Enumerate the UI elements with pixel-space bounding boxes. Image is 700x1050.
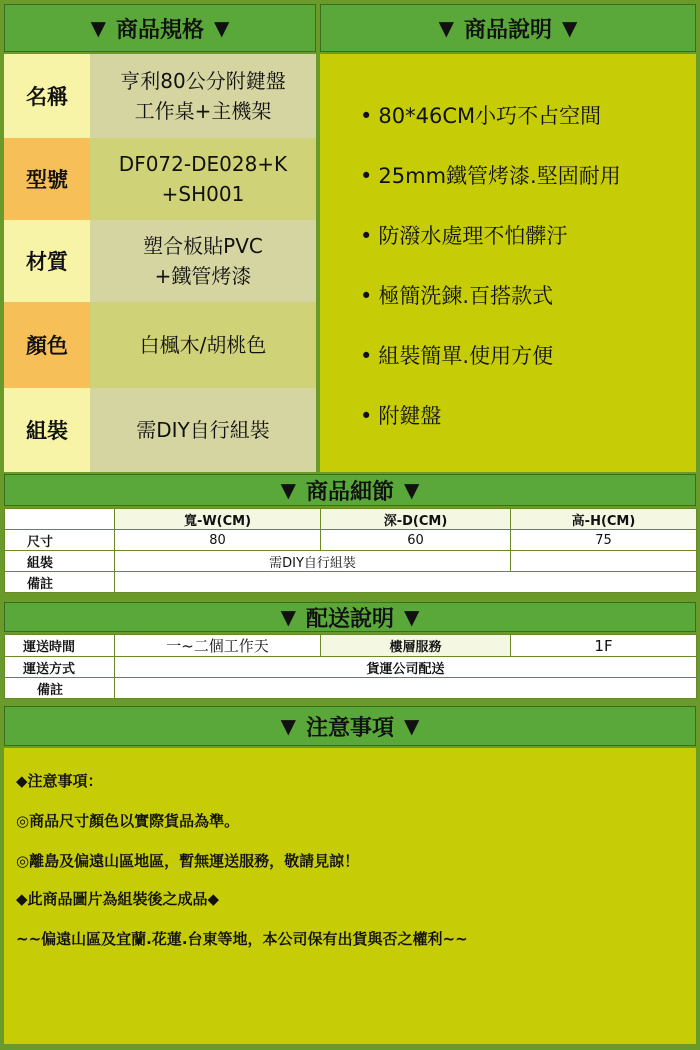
description-item: [360, 100, 601, 130]
specs-header-title: 商品規格: [115, 17, 204, 43]
delivery-time-value: 一~二個工作天: [115, 635, 321, 657]
bullet-icon: •: [360, 164, 373, 188]
bullet-icon: •: [360, 284, 373, 308]
notice-line: ◆此商品圖片為組裝後之成品◆: [16, 890, 220, 908]
notice-line: ~~偏遠山區及宜蘭.花蓮.台東等地，本公司保有出貨與否之權利~~: [16, 930, 468, 948]
delivery-floor-label: 樓層服務: [321, 635, 511, 657]
bullet-icon: •: [360, 104, 373, 128]
spec-value: [90, 54, 316, 138]
details-remark-value: [115, 572, 697, 593]
spec-row-material: [4, 220, 316, 302]
triangle-down-icon: ▼: [280, 714, 296, 738]
spec-value: [90, 302, 316, 388]
triangle-down-icon: ▼: [280, 605, 296, 629]
details-empty-cell: [511, 551, 697, 572]
details-depth-value: 60: [321, 530, 511, 551]
spec-label: 顏色: [4, 302, 90, 388]
triangle-down-icon: ▼: [90, 16, 106, 40]
triangle-down-icon: ▼: [404, 605, 420, 629]
specs-header: [4, 4, 316, 52]
spec-value-line: +鐵管烤漆: [154, 264, 252, 288]
triangle-down-icon: ▼: [404, 714, 420, 738]
notice-panel: [4, 748, 696, 1044]
description-item: [360, 400, 441, 430]
description-item: [360, 160, 621, 190]
bullet-icon: •: [360, 404, 373, 428]
delivery-remark-label: 備註: [5, 678, 115, 699]
triangle-down-icon: ▼: [438, 16, 454, 40]
description-text: 附鍵盤: [378, 404, 442, 428]
details-assembly-value: 需DIY自行組裝: [115, 551, 511, 572]
spec-value-line: 白楓木/胡桃色: [139, 333, 267, 357]
details-header-title: 商品細節: [305, 479, 394, 505]
description-text: 極簡洗鍊.百搭款式: [378, 284, 554, 308]
description-item: [360, 220, 567, 250]
triangle-down-icon: ▼: [404, 478, 420, 502]
spec-value-line: +SH001: [161, 182, 245, 206]
spec-value-line: 亨利80公分附鍵盤: [120, 69, 286, 93]
spec-value-line: 工作桌+主機架: [134, 99, 272, 123]
details-width-value: 80: [115, 530, 321, 551]
bullet-icon: •: [360, 224, 373, 248]
details-table: [4, 508, 697, 593]
delivery-header: [4, 602, 696, 632]
spec-value-line: DF072-DE028+K: [118, 152, 288, 176]
notice-line: ◆注意事項：: [16, 772, 103, 790]
bullet-icon: •: [360, 344, 373, 368]
triangle-down-icon: ▼: [280, 478, 296, 502]
delivery-header-title: 配送說明: [305, 606, 394, 632]
details-col-depth: 深-D(CM): [321, 509, 511, 530]
spec-label: 型號: [4, 138, 90, 220]
table-row: [5, 572, 697, 593]
table-row: [5, 657, 697, 678]
delivery-time-label: 運送時間: [5, 635, 115, 657]
notice-line: ◎商品尺寸顏色以實際貨品為準。: [16, 812, 240, 830]
spec-row-assembly: [4, 388, 316, 472]
details-assembly-label: 組裝: [5, 551, 115, 572]
table-row: [5, 509, 697, 530]
description-text: 80*46CM小巧不占空間: [378, 104, 602, 128]
description-item: [360, 280, 553, 310]
spec-row-color: [4, 302, 316, 388]
description-item: [360, 340, 553, 370]
description-header: [320, 4, 696, 52]
spec-row-model: [4, 138, 316, 220]
details-header: [4, 474, 696, 506]
table-row: [5, 530, 697, 551]
notice-header-title: 注意事項: [305, 715, 394, 741]
notice-line: ◎離島及偏遠山區地區，暫無運送服務，敬請見諒！: [16, 852, 360, 870]
description-header-title: 商品說明: [463, 17, 552, 43]
spec-value-line: 需DIY自行組裝: [136, 418, 270, 442]
table-row: [5, 551, 697, 572]
spec-value: [90, 138, 316, 220]
table-row: [5, 678, 697, 699]
spec-label: 名稱: [4, 54, 90, 138]
table-row: [5, 635, 697, 657]
spec-value-line: 塑合板貼PVC: [143, 234, 263, 258]
delivery-method-value: 貨運公司配送: [115, 657, 697, 678]
delivery-method-label: 運送方式: [5, 657, 115, 678]
details-remark-label: 備註: [5, 572, 115, 593]
delivery-table: [4, 634, 697, 699]
details-height-value: 75: [511, 530, 697, 551]
specs-table: [4, 54, 316, 472]
description-text: 組裝簡單.使用方便: [378, 344, 554, 368]
description-text: 防潑水處理不怕髒汙: [378, 224, 568, 248]
description-text: 25mm鐵管烤漆.堅固耐用: [378, 164, 621, 188]
spec-label: 組裝: [4, 388, 90, 472]
delivery-remark-value: [115, 678, 697, 699]
spec-value: [90, 388, 316, 472]
details-col-height: 高-H(CM): [511, 509, 697, 530]
triangle-down-icon: ▼: [562, 16, 578, 40]
details-col-width: 寬-W(CM): [115, 509, 321, 530]
details-corner-cell: [5, 509, 115, 530]
description-panel: [320, 54, 696, 472]
notice-header: [4, 706, 696, 746]
triangle-down-icon: ▼: [214, 16, 230, 40]
spec-label: 材質: [4, 220, 90, 302]
spec-value: [90, 220, 316, 302]
delivery-floor-value: 1F: [511, 635, 697, 657]
details-size-label: 尺寸: [5, 530, 115, 551]
spec-row-name: [4, 54, 316, 138]
